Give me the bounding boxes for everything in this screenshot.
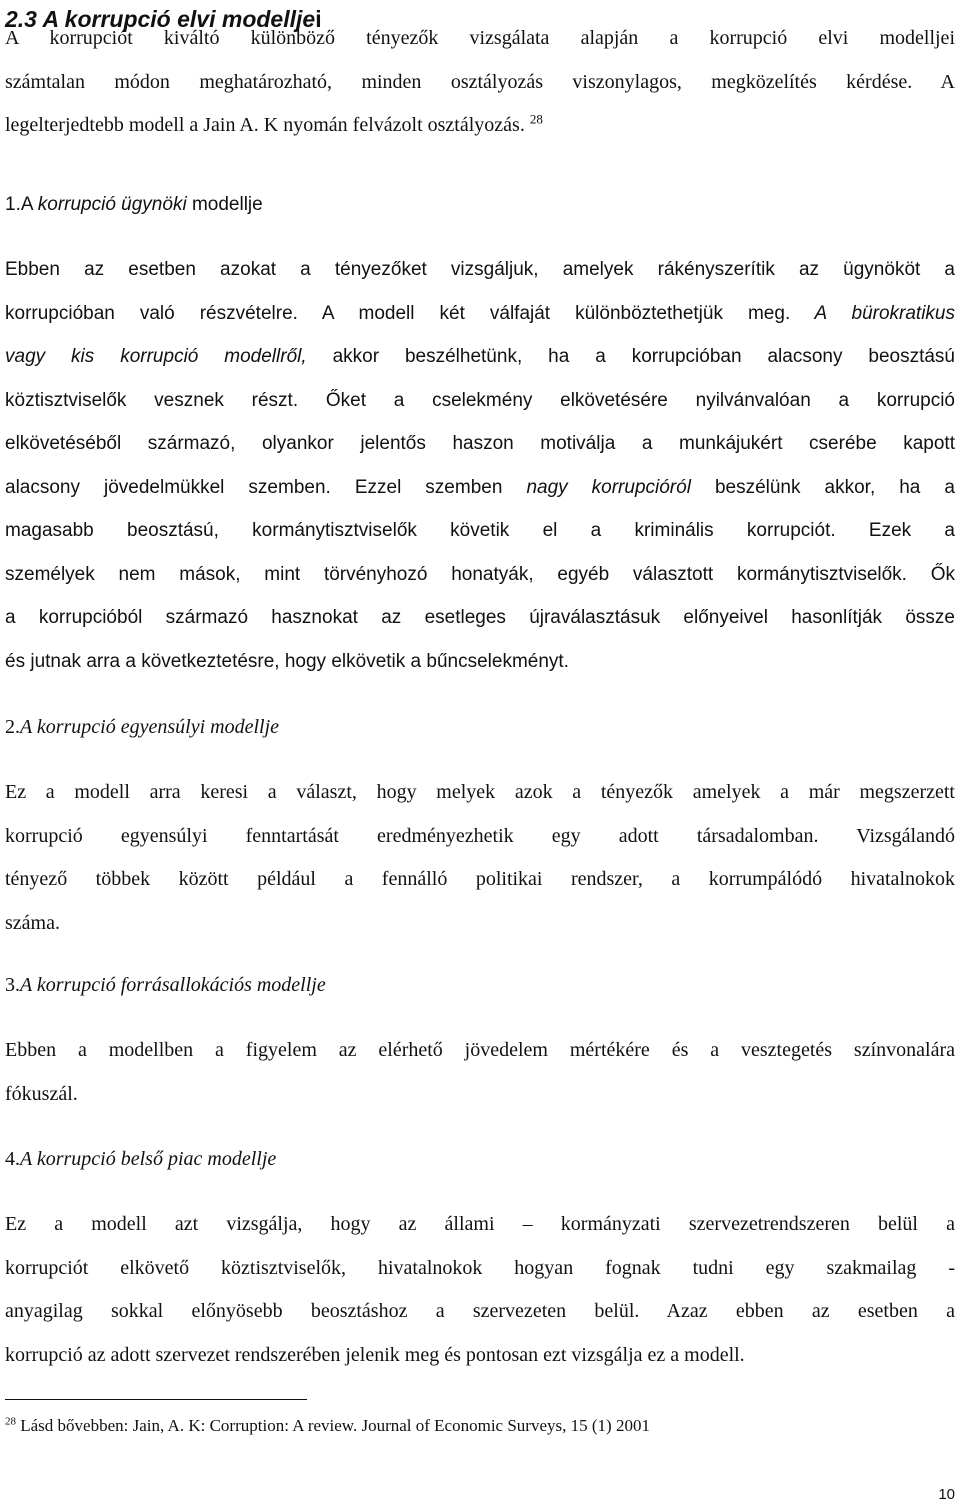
model1-line-6: [5, 466, 955, 510]
model1-line-2: [5, 292, 955, 336]
model1-line-3-text: akkor beszélhetünk, ha a korrupcióban alacsony beosztású: [306, 346, 956, 367]
model3-line-1: Ebben a modellben a figyelem az elérhető jövedelem mértékére és a vesztegetés színvonalára: [5, 1039, 955, 1061]
model2-paragraph: [5, 771, 955, 945]
footnote-separator: [5, 1399, 307, 1400]
model4-paragraph: [5, 1203, 955, 1377]
model4-line-2: korrupciót elkövető köztisztviselők, hivatalnokok hogyan fognak tudni egy szakmailag -: [5, 1256, 955, 1279]
model3-number: 3.: [5, 974, 20, 996]
model1-title-rest: modellje: [186, 194, 263, 215]
model3-paragraph: [5, 1029, 955, 1116]
footnote-text: Lásd bővebben: Jain, A. K: Corruption: A review. Journal of Economic Surveys, 15 (1) 2001: [16, 1416, 650, 1435]
model1-line-5: elkövetéséből származó, olyankor jelentős haszon motiválja a munkájukért cserébe kapott: [5, 433, 955, 454]
footnote: [5, 1413, 650, 1439]
model3-heading: [5, 964, 326, 1008]
model4-line-1: Ez a modell azt vizsgálja, hogy az állami – kormányzati szervezetrendszeren belül a: [5, 1213, 955, 1235]
footnote-number: 28: [5, 1415, 16, 1428]
model1-line-6-a: alacsony jövedelmükkel szemben. Ezzel szemben: [5, 476, 527, 498]
model3-title: A korrupció forrásallokációs modellje: [20, 974, 326, 996]
model4-heading: [5, 1138, 276, 1182]
intro-paragraph: [5, 17, 955, 148]
model4-title: A korrupció belső piac modellje: [20, 1148, 277, 1170]
intro-line-3: [5, 104, 955, 148]
model2-heading: [5, 706, 279, 750]
model1-title-italic: korrupció ügynöki: [37, 194, 187, 215]
model2-title: A korrupció egyensúlyi modellje: [20, 716, 280, 738]
intro-line-3-text: legelterjedtebb modell a Jain A. K nyomán felvázolt osztályozás.: [5, 114, 525, 136]
model1-heading: [5, 183, 263, 227]
model2-line-1: Ez a modell arra keresi a választ, hogy melyek azok a tényezők amelyek a már megszerzett: [5, 781, 955, 803]
model2-line-3: tényező többek között például a fennálló politikai rendszer, a korrumpálódó hivatalnokok: [5, 868, 955, 890]
section-title: 2.3 A korrupció elvi modellje: [5, 6, 316, 32]
model1-paragraph: [5, 248, 955, 683]
intro-line-2: számtalan módon meghatározható, minden osztályozás viszonylagos, megközelítés kérdése. A: [5, 70, 955, 93]
model1-line-10: és jutnak arra a következtetésre, hogy elkövetik a bűncselekményt.: [5, 650, 569, 672]
model4-line-4: korrupció az adott szervezet rendszerében jelenik meg és pontosan ezt vizsgálja ez a modell.: [5, 1343, 745, 1366]
model1-line-1: Ebben az esetben azokat a tényezőket vizsgáljuk, amelyek rákényszerítik az ügynököt a: [5, 259, 955, 280]
model1-line-6-italic: nagy korrupcióról: [526, 476, 691, 498]
footnote-reference: 28: [529, 111, 543, 127]
model1-line-7: magasabb beosztású, kormánytisztviselők követik el a kriminális korrupciót. Ezek a: [5, 520, 955, 541]
model4-line-3: anyagilag sokkal előnyösebb beosztáshoz a szervezeten belül. Azaz ebben az esetben a: [5, 1300, 955, 1322]
model4-number: 4.: [5, 1148, 20, 1170]
model1-line-3-italic: vagy kis korrupció modellről,: [5, 346, 307, 367]
model1-line-3: [5, 335, 955, 379]
intro-line-1: A korrupciót kiváltó különböző tényezők vizsgálata alapján a korrupció elvi modelljei: [5, 27, 955, 49]
model2-number: 2.: [5, 716, 20, 738]
model2-line-2: korrupció egyensúlyi fenntartását eredményezhetik egy adott társadalomban. Vizsgálandó: [5, 824, 955, 847]
model2-line-4: száma.: [5, 911, 60, 934]
section-title-trail: i: [315, 6, 322, 32]
model1-line-6-b: beszélünk akkor, ha a: [690, 476, 955, 498]
model1-line-2-text: korrupcióban való részvételre. A modell két válfaját különböztethetjük meg.: [5, 302, 791, 324]
model1-line-9: a korrupcióból származó hasznokat az esetleges újraválasztásuk előnyeivel hasonlítják össze: [5, 607, 955, 628]
page-number: 10: [938, 1486, 955, 1503]
model1-line-8: személyek nem mások, mint törvényhozó honatyák, egyéb választott kormánytisztviselők. Ők: [5, 563, 955, 585]
model1-number: 1.A: [5, 194, 38, 215]
model3-line-2: fókuszál.: [5, 1082, 78, 1105]
model1-line-4: köztisztviselők vesznek részt. Őket a cselekmény elkövetésére nyilvánvalóan a korrupció: [5, 389, 955, 411]
model1-line-2-italic: A bürokratikus: [790, 302, 955, 324]
